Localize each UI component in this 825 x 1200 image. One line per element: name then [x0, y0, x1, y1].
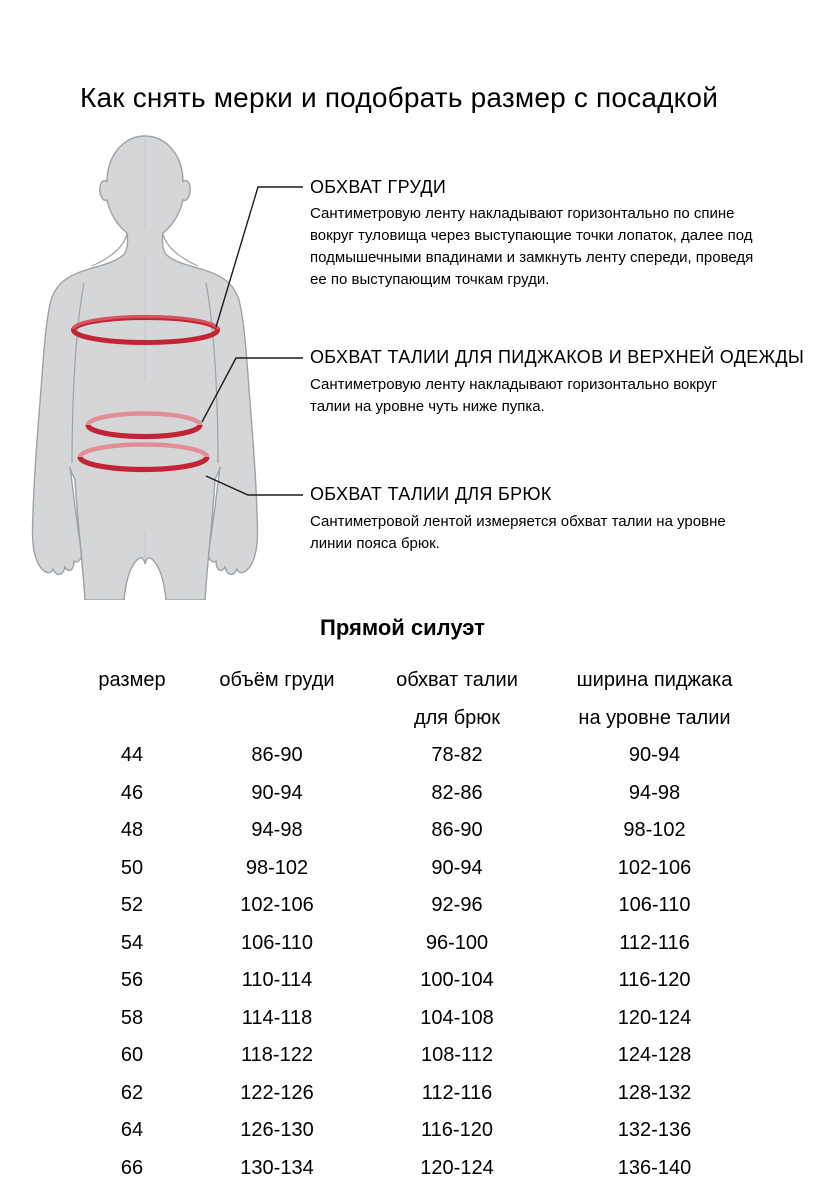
- table-cell-chest: 110-114: [241, 969, 313, 992]
- table-cell-waist: 116-120: [421, 1119, 493, 1142]
- table-cell-waist: 108-112: [421, 1044, 493, 1067]
- table-cell-waist: 104-108: [420, 1006, 494, 1029]
- table-row: [60, 1075, 745, 1113]
- table-cell-chest: 114-118: [241, 1006, 313, 1029]
- table-row: [60, 775, 745, 813]
- table-row: [60, 1037, 745, 1075]
- size-table: [60, 615, 745, 1187]
- table-cell-chest: 102-106: [240, 894, 314, 917]
- table-cell-jacket-width: 128-132: [617, 1081, 692, 1104]
- table-cell-waist: 82-86: [431, 781, 483, 804]
- table-body: [60, 737, 745, 1187]
- table-cell-size: 60: [120, 1044, 144, 1067]
- table-cell-waist: 120-124: [420, 1156, 494, 1179]
- column-header-waist-line2: для брюк: [413, 706, 501, 729]
- table-cell-jacket-width: 94-98: [628, 781, 681, 804]
- table-cell-chest: 94-98: [251, 819, 303, 842]
- table-cell-jacket-width: 124-128: [617, 1044, 692, 1067]
- table-cell-size: 50: [120, 856, 144, 879]
- section-title-waist-jackets: ОБХВАТ ТАЛИИ ДЛЯ ПИДЖАКОВ И ВЕРХНЕЙ ОДЕЖДЫ: [310, 347, 805, 367]
- table-cell-chest: 130-134: [240, 1156, 314, 1179]
- table-row: [60, 812, 745, 850]
- table-row: [60, 962, 745, 1000]
- column-header-jacket-width-line2: на уровне талии: [578, 706, 731, 729]
- table-cell-waist: 86-90: [431, 819, 483, 842]
- table-cell-waist: 92-96: [431, 894, 483, 917]
- table-row: [60, 1112, 745, 1150]
- size-table-title: Прямой силуэт: [320, 615, 485, 640]
- table-row: [60, 887, 745, 925]
- table-row: [60, 925, 745, 963]
- table-cell-waist: 96-100: [425, 931, 489, 954]
- column-header-size: размер: [98, 668, 166, 691]
- table-cell-size: 46: [120, 781, 144, 804]
- table-cell-jacket-width: 120-124: [617, 1006, 692, 1029]
- table-cell-chest: 122-126: [240, 1081, 314, 1104]
- measurement-figure: [20, 130, 310, 600]
- column-header-chest: объём груди: [219, 668, 335, 691]
- table-cell-size: 54: [120, 931, 144, 954]
- table-cell-chest: 98-102: [245, 856, 309, 879]
- table-cell-jacket-width: 102-106: [617, 856, 692, 879]
- section-title-chest: ОБХВАТ ГРУДИ: [310, 177, 447, 197]
- table-cell-waist: 112-116: [421, 1081, 493, 1104]
- table-cell-jacket-width: 112-116: [619, 931, 690, 954]
- section-body-waist-jackets: Сантиметровую ленту накладывают горизонтально вокруг талии на уровне чуть ниже пупка.: [310, 376, 718, 415]
- section-body-chest: Сантиметровую ленту накладывают горизонтально по спине вокруг туловища через выступающие точки лопаток, далее под подмышечными впадинами и замкнуть ленту спереди, проведя ее по выступающим точкам груди.: [310, 205, 754, 288]
- table-cell-jacket-width: 116-120: [618, 969, 691, 992]
- table-cell-size: 66: [120, 1156, 144, 1179]
- table-row: [60, 1150, 745, 1188]
- table-cell-jacket-width: 98-102: [623, 819, 686, 842]
- table-row: [60, 850, 745, 888]
- table-cell-waist: 100-104: [420, 969, 494, 992]
- section-body-waist-trousers: Сантиметровой лентой измеряется обхват талии на уровне линии пояса брюк.: [310, 513, 726, 552]
- table-cell-size: 44: [120, 744, 144, 767]
- table-cell-waist: 78-82: [431, 744, 483, 767]
- table-cell-waist: 90-94: [431, 856, 483, 879]
- table-cell-chest: 86-90: [251, 744, 303, 767]
- table-cell-chest: 90-94: [251, 781, 303, 804]
- table-header-row-2: [60, 699, 745, 737]
- column-header-waist: обхват талии: [396, 668, 518, 691]
- table-row: [60, 1000, 745, 1038]
- table-cell-size: 52: [120, 894, 144, 917]
- section-title-waist-trousers: ОБХВАТ ТАЛИИ ДЛЯ БРЮК: [310, 484, 552, 504]
- page-title: Как снять мерки и подобрать размер с посадкой: [80, 82, 719, 113]
- table-cell-jacket-width: 132-136: [617, 1119, 692, 1142]
- table-cell-chest: 106-110: [241, 931, 313, 954]
- table-cell-size: 58: [120, 1006, 144, 1029]
- table-cell-size: 48: [120, 819, 144, 842]
- table-cell-size: 62: [120, 1081, 144, 1104]
- table-cell-chest: 118-122: [241, 1044, 313, 1067]
- table-header-row-1: [60, 661, 745, 699]
- table-cell-size: 64: [120, 1119, 144, 1142]
- table-cell-jacket-width: 90-94: [628, 744, 681, 767]
- column-header-jacket-width: ширина пиджака: [576, 668, 733, 691]
- table-row: [60, 737, 745, 775]
- table-cell-chest: 126-130: [240, 1119, 314, 1142]
- table-cell-size: 56: [120, 969, 144, 992]
- table-cell-jacket-width: 136-140: [617, 1156, 692, 1179]
- table-cell-jacket-width: 106-110: [618, 894, 691, 917]
